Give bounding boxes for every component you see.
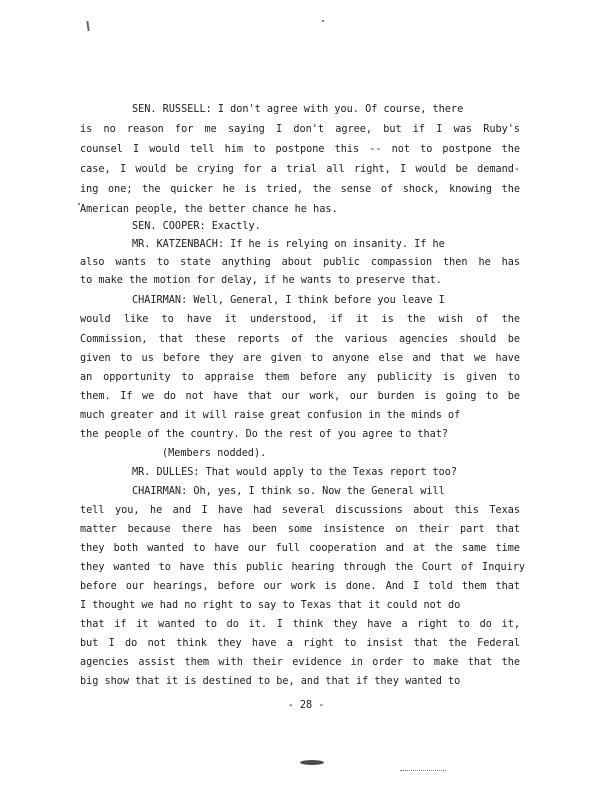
text-line: ing one; the quicker he is tried, the sense of shock, knowing the: [80, 184, 520, 195]
text-line: they wanted to have this public hearing through the Court of Inquiry: [80, 562, 525, 573]
text-line: big show that it is destined to be, and that if they wanted to: [80, 676, 461, 687]
text-line: MR. KATZENBACH: If he is relying on insanity. If he: [132, 239, 445, 250]
text-line: the people of the country. Do the rest of you agree to that?: [80, 429, 449, 440]
text-line: that if it wanted to do it. I think they have a right to do it,: [80, 619, 520, 630]
text-line: would like to have it understood, if it is the wish of the: [80, 314, 520, 325]
text-line: much greater and it will raise great confusion in the minds of: [80, 410, 461, 421]
text-line: also wants to state anything about public compassion then he has: [80, 257, 520, 268]
text-line: CHAIRMAN: Well, General, I think before you leave I: [132, 295, 445, 306]
scan-mark: [86, 21, 89, 31]
ink-smudge: [300, 760, 324, 765]
scan-artifact: [400, 770, 446, 771]
text-line: they both wanted to have our full cooperation and at the same time: [80, 543, 520, 554]
text-line: before our hearings, before our work is done. And I told them that: [80, 581, 520, 592]
text-line: Commission, that these reports of the various agencies should be: [80, 334, 520, 345]
text-line: agencies assist them with their evidence in order to make that the: [80, 657, 520, 668]
text-line: CHAIRMAN: Oh, yes, I think so. Now the General will: [132, 486, 445, 497]
text-line: SEN. RUSSELL: I don't agree with you. Of course, there: [132, 104, 464, 115]
text-line: counsel I would tell him to postpone this -- not to postpone the: [80, 144, 520, 155]
text-line: MR. DULLES: That would apply to the Texas report too?: [132, 467, 458, 478]
text-line: an opportunity to appraise them before any publicity is given to: [80, 372, 520, 383]
text-line: but I do not think they have a right to insist that the Federal: [80, 638, 520, 649]
text-line: I thought we had no right to say to Texas that it could not do: [80, 600, 461, 611]
text-line: matter because there has been some insistence on their part that: [80, 524, 520, 535]
text-line: case, I would be crying for a trial all right, I would be demand-: [80, 164, 520, 175]
text-line: American people, the better chance he has.: [80, 204, 338, 215]
text-line: is no reason for me saying I don't agree, but if I was Ruby's: [80, 124, 520, 135]
text-line: (Members nodded).: [162, 448, 267, 459]
scan-speck: [322, 20, 324, 22]
text-line: given to us before they are given to anyone else and that we have: [80, 353, 520, 364]
text-line: tell you, he and I have had several discussions about this Texas: [80, 505, 520, 516]
text-line: to make the motion for delay, if he wants to preserve that.: [80, 275, 442, 286]
page-number: - 28 -: [287, 700, 325, 711]
text-line: SEN. COOPER: Exactly.: [132, 221, 261, 232]
text-line: them. If we do not have that our work, our burden is going to be: [80, 391, 520, 402]
